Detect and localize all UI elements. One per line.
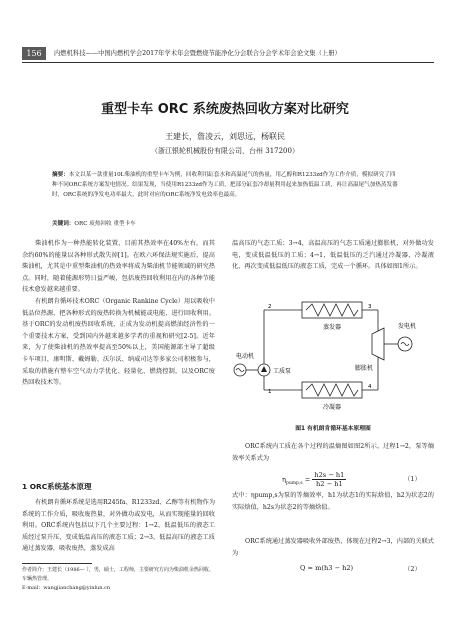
expander-shape bbox=[372, 328, 384, 360]
intro-paragraph-2: 有机朗肯循环技术ORC（Organic Rankine Cycle）用以吸收中低品位热源，把各种形式的废热转换为机械能或电能，进行回收利用。基于ORC的发动机废热回收系统，正成为发动机提高燃油经济性的一个重要技术方案，受到国内外越来越多学者的重视和研究[2-5]。近年来，为了使柴油机的热效率提高至50%以上，美国能源部主导了超级卡车项目，康明斯、戴姆勒、沃尔沃、纳威司达等多家公司积极参与，采取的措施有整车空气动力学优化、轻量化、燃烧控制，以及ORC废热回收技术等。 bbox=[22, 297, 215, 387]
evaporator-box bbox=[302, 302, 362, 318]
equation-1: $\eta_{pump,s}$ = $\frac{h2s - h1}{h2 - h1}$ bbox=[282, 471, 345, 488]
header-rule bbox=[22, 62, 434, 63]
paper-affiliation: （浙江银轮机械股份有限公司，台州 317200） bbox=[151, 147, 299, 155]
label-generator: 发电机 bbox=[397, 323, 417, 330]
right-column-defs bbox=[232, 490, 434, 513]
section-1-paragraph: 有机朗肯循环系统是选用R245fa、R1233zd、乙醇等有机物作为系统的工作介质，吸收废热量，对外做功或发电，从而实现能量的回收利用。ORC系统内包括以下几个主要过程：1→2，低温低压的液态工质经过泵升压，变成低温高压的液态工质；2→3，低温高压的液态工质通过蒸发器，吸收废热，蒸发成高 bbox=[22, 499, 216, 553]
condenser-box bbox=[302, 382, 362, 398]
abstract-text: 本文以某一款重量10L柴油机的重型卡车为例，回收利用缸套水和高温尾气的热量，用乙醇和R1233zd作为工作介质，模拟研究了四种不同ORC系统方案发电情况。结果发现，当使用R1233zd作为工质，把部分缸套冷却量利用起来加热低温工质，再让高温尾气加热蒸发器时，ORC系统的净发电功率最大，此时对应的ORC系统净发电效率也最高。 bbox=[52, 172, 398, 198]
eq1-lhs: η bbox=[282, 475, 286, 484]
figure-1-caption: 图1 有机朗肯循环基本原理图 bbox=[295, 426, 371, 432]
label-condenser: 冷凝器 bbox=[322, 404, 342, 411]
eq1-denominator: h2 − h1 bbox=[316, 480, 343, 488]
node-4: 4 bbox=[368, 384, 372, 390]
label-pump: 工质泵 bbox=[273, 368, 292, 375]
eq1-numerator: h2s − h1 bbox=[314, 471, 345, 479]
paper-authors: 王建长，詹凌云，刘思远，杨联民 bbox=[165, 132, 285, 141]
footnote bbox=[22, 566, 215, 593]
equation-2: Q = m(h3 − h2) bbox=[300, 564, 354, 572]
intro-paragraph-1: 柴油机作为一种热能转化装置，目前其热效率在40%左右，而其余约60%的能量以各种形式散失掉[1]。在欧六环保法规实施后，提高柴油机，尤其是中重型柴油机的热效率将成为柴油机节能领域的研究热点。同时，随着能源形势日益严峻，包括废热回收利用在内的各种节能技术愈发越来越重要。 bbox=[22, 240, 215, 294]
footnote-author: 作者简介：王建长（1986— ），男，硕士，工程师，主要研究方向为柴油机余热回收、车辆热管理。 bbox=[22, 567, 214, 582]
footnote-email: E-mail：wangjianchang@yinlun.cn bbox=[22, 585, 111, 591]
node-1: 1 bbox=[268, 389, 272, 395]
abstract-label: 摘要： bbox=[52, 172, 69, 178]
equation-2-number: （2） bbox=[404, 565, 421, 573]
orc-schematic-figure bbox=[232, 296, 434, 421]
section-1-heading: 1 ORC系统基本原理 bbox=[22, 482, 92, 491]
running-title: 内燃机科技——中国内燃机学会2017年学术年会暨燃烧节能净化分会联合分会学术年会论文集（上册） bbox=[54, 50, 341, 57]
right-column-top bbox=[232, 238, 434, 273]
left-column-intro bbox=[22, 238, 215, 389]
page-number: 156 bbox=[22, 47, 46, 60]
paper-title: 重型卡车 ORC 系统废热回收方案对比研究 bbox=[101, 102, 349, 117]
running-header bbox=[22, 47, 434, 61]
eq1-fraction bbox=[312, 471, 346, 488]
section-1-body bbox=[22, 497, 215, 555]
node-2: 2 bbox=[268, 304, 272, 310]
right-paragraph-1: 温高压的气态工质；3→4，高温高压的气态工质通过膨胀机，对外做功发电，变成低温低压的工质；4→1，低温低压的乏汽通过冷凝器，冷凝液化，再次变成低温低压的液态工质，完成一个循环。具体如图1所示。 bbox=[232, 240, 434, 271]
label-evaporator: 蒸发器 bbox=[322, 324, 342, 331]
right-paragraph-2: ORC系统内工质在各个过程的温熵图如图2所示。过程1→2，泵等熵效率关系式为 bbox=[232, 443, 434, 462]
keywords-text: ORC 废热回收 重型卡车 bbox=[74, 221, 136, 227]
node-3: 3 bbox=[368, 304, 372, 310]
abstract bbox=[52, 170, 400, 200]
label-expander: 膨胀机 bbox=[354, 365, 374, 372]
keywords bbox=[52, 219, 400, 229]
right-paragraph-3: 式中：ηpump,s为泵的等熵效率，h1为状态1的实际焓值，h2为状态2的实际焓值，h2s为状态2的等熵焓值。 bbox=[232, 492, 434, 511]
label-motor: 电动机 bbox=[236, 353, 255, 360]
equation-1-number: （1） bbox=[404, 475, 421, 483]
keywords-label: 关键词： bbox=[52, 221, 75, 227]
eq1-lhs-sub: pump,s bbox=[285, 480, 303, 486]
right-column-mid bbox=[232, 441, 434, 464]
footnote-rule bbox=[22, 563, 92, 564]
right-paragraph-4: ORC系统通过蒸发器吸收外部废热，体现在过程2→3，内部的关联式为 bbox=[232, 538, 434, 557]
right-column-bottom bbox=[232, 536, 434, 559]
